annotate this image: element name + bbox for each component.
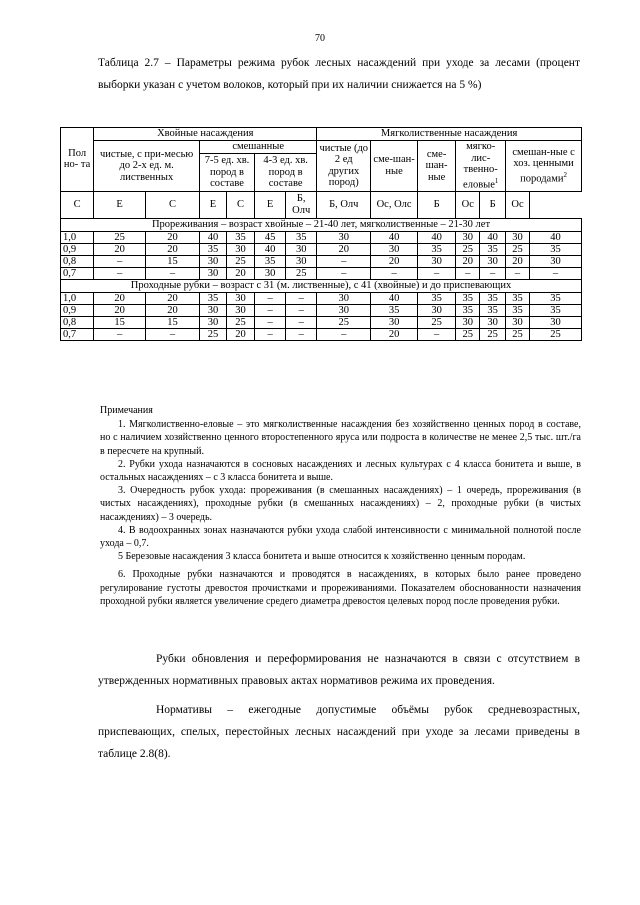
value-cell: 25 [456, 243, 480, 255]
value-cell: 25 [417, 316, 455, 328]
species-cell: С [61, 191, 94, 218]
value-cell: 35 [200, 292, 227, 304]
polnota-cell: 0,8 [61, 316, 94, 328]
value-cell: 30 [317, 304, 371, 316]
value-cell: 20 [146, 231, 200, 243]
value-cell: 30 [480, 316, 506, 328]
value-cell: 30 [200, 267, 227, 279]
value-cell: 25 [506, 328, 530, 340]
value-cell: – [506, 267, 530, 279]
header-polnota: Пол но- та [61, 128, 94, 192]
value-cell: 35 [480, 304, 506, 316]
note-item: 5 Березовые насаждения 3 класса бонитета и выше относится к хозяйственно ценным породам. [118, 551, 526, 563]
value-cell: 35 [417, 292, 455, 304]
value-cell: 15 [146, 316, 200, 328]
note-item: 4. В водоохранных зонах назначаются рубки ухода слабой интенсивности с минимальной полнотой после ухода – 0,7. [100, 524, 581, 550]
value-cell: – [417, 267, 455, 279]
note-item: 3. Очередность рубок ухода: прореживания (в смешанных насаждениях) – 1 очередь, прореживания (в чистых насаждениях), проходные рубки (в смешанных насаждениях) – 2, проходные рубки (в чистых насаждениях) – 3 очередь. [100, 485, 581, 523]
parameters-table [60, 127, 582, 341]
header-mixed-d2: сме-шан-ные [417, 141, 455, 192]
value-cell: – [417, 328, 455, 340]
value-cell: 35 [480, 292, 506, 304]
value-cell: 25 [286, 267, 317, 279]
value-cell: 20 [371, 328, 418, 340]
value-cell: 30 [456, 316, 480, 328]
value-cell: 40 [480, 231, 506, 243]
polnota-cell: 1,0 [61, 231, 94, 243]
value-cell: 25 [480, 328, 506, 340]
value-cell: 25 [200, 328, 227, 340]
header-mixed-d1: сме-шан-ные [371, 141, 418, 192]
value-cell: – [317, 328, 371, 340]
value-cell: 15 [146, 255, 200, 267]
species-cell: Е [94, 191, 146, 218]
value-cell: – [255, 328, 286, 340]
table-row [61, 267, 582, 279]
value-cell: 30 [417, 255, 455, 267]
note-item: 2. Рубки ухода назначаются в сосновых насаждениях и лесных культурах с 4 класса бонитета и выше, в остальных насаждениях – с 3 класса бонитета и выше. [100, 458, 581, 484]
value-cell: – [317, 267, 371, 279]
value-cell: 25 [227, 255, 255, 267]
species-cell: С [227, 191, 255, 218]
header-pure-conifer: чистые, с при-месью до 2-х ед. м. лиственных [94, 141, 200, 192]
value-cell: – [94, 267, 146, 279]
species-cell: Е [255, 191, 286, 218]
value-cell: 20 [371, 255, 418, 267]
value-cell: 15 [94, 316, 146, 328]
header-pure-deciduous: чистые (до 2 ед других пород) [317, 141, 371, 192]
value-cell: – [255, 316, 286, 328]
value-cell: 30 [317, 231, 371, 243]
value-cell: 35 [529, 243, 581, 255]
polnota-cell: 0,9 [61, 304, 94, 316]
polnota-cell: 0,7 [61, 267, 94, 279]
value-cell: 30 [506, 316, 530, 328]
header-deciduous-group: Мягколиственные насаждения [317, 128, 582, 141]
value-cell: – [146, 267, 200, 279]
value-cell: 40 [417, 231, 455, 243]
value-cell: – [94, 328, 146, 340]
species-cell: Б, Олч [286, 191, 317, 218]
value-cell: 30 [227, 304, 255, 316]
species-cell: Ос, Олс [371, 191, 418, 218]
value-cell: 30 [456, 231, 480, 243]
value-cell: 20 [94, 292, 146, 304]
value-cell: 35 [506, 304, 530, 316]
value-cell: 20 [146, 304, 200, 316]
value-cell: 20 [94, 304, 146, 316]
paragraph-2: Нормативы – ежегодные допустимые объёмы рубок средневозрастных, приспевающих, спелых, перестойных лесных насаждений при уходе за лесами приведены в таблице 2.8(8). [98, 704, 580, 760]
value-cell: 35 [255, 255, 286, 267]
value-cell: – [529, 267, 581, 279]
table-row [61, 255, 582, 267]
polnota-cell: 0,9 [61, 243, 94, 255]
polnota-cell: 1,0 [61, 292, 94, 304]
note-item: 1. Мягколиственно-еловые – это мягколиственные насаждения без хозяйственно ценных пород в составе, но с наличием хозяйственно ценного второстепенного яруса или подроста в количестве не менее 2,5 тыс. шт./га в пересчете на крупный. [100, 419, 581, 457]
header-mixed-43: 4-3 ед. хв. пород в составе [255, 154, 317, 191]
header-mixed-valuable: смешан-ные с хоз. ценными породами$^2$ [506, 141, 582, 192]
value-cell: 30 [286, 243, 317, 255]
value-cell: 30 [255, 267, 286, 279]
value-cell: 35 [456, 292, 480, 304]
value-cell: – [146, 328, 200, 340]
value-cell: 20 [146, 243, 200, 255]
value-cell: – [480, 267, 506, 279]
value-cell: 20 [227, 328, 255, 340]
value-cell: 30 [200, 255, 227, 267]
value-cell: 30 [371, 316, 418, 328]
table-row [61, 304, 582, 316]
polnota-cell: 0,8 [61, 255, 94, 267]
value-cell: 35 [506, 292, 530, 304]
value-cell: – [286, 328, 317, 340]
species-cell: Б, Олч [317, 191, 371, 218]
value-cell: – [286, 304, 317, 316]
value-cell: 30 [286, 255, 317, 267]
table-row [61, 328, 582, 340]
value-cell: 25 [529, 328, 581, 340]
species-cell: Ос [456, 191, 480, 218]
value-cell: – [371, 267, 418, 279]
notes-section [100, 404, 581, 608]
value-cell: 35 [529, 304, 581, 316]
value-cell: 40 [371, 292, 418, 304]
value-cell: – [317, 255, 371, 267]
table-row [61, 292, 582, 304]
value-cell: 30 [529, 255, 581, 267]
value-cell: – [255, 304, 286, 316]
paragraph-1: Рубки обновления и переформирования не назначаются в связи с отсутствием в утвержденных нормативных правовых актах нормативов режима их проведения. [98, 653, 580, 687]
value-cell: 25 [506, 243, 530, 255]
notes-title: Примечания [100, 405, 153, 416]
section-title-row [61, 279, 582, 292]
species-cell: С [146, 191, 200, 218]
value-cell: 25 [94, 231, 146, 243]
value-cell: 25 [456, 328, 480, 340]
value-cell: 40 [255, 243, 286, 255]
header-conifer-group: Хвойные насаждения [94, 128, 317, 141]
value-cell: – [255, 292, 286, 304]
value-cell: 30 [480, 255, 506, 267]
species-cell: Е [200, 191, 227, 218]
note-item: 6. Проходные рубки назначаются и проводятся в насаждениях, в которых было ранее проведено регулирование густоты древостоя прочистками и прореживаниями. Показателем обоснованности назначения проходной рубки является увеличение средего диаметра древостоя целевых пород после проведения рубки. [100, 569, 581, 607]
header-soft-spruce: мягко-лис-твенно-еловые$^1$ [456, 141, 506, 192]
value-cell: 30 [227, 292, 255, 304]
value-cell: 20 [94, 243, 146, 255]
value-cell: 40 [529, 231, 581, 243]
section-title: Прореживания – возраст хвойные – 21-40 лет, мягколиственные – 21-30 лет [61, 218, 582, 231]
value-cell: 20 [456, 255, 480, 267]
value-cell: – [286, 292, 317, 304]
header-mixed-75: 7-5 ед. хв. пород в составе [200, 154, 255, 191]
value-cell: – [456, 267, 480, 279]
species-cell: Ос [506, 191, 530, 218]
value-cell: 30 [529, 316, 581, 328]
value-cell: 20 [146, 292, 200, 304]
value-cell: 25 [317, 316, 371, 328]
value-cell: 35 [227, 231, 255, 243]
value-cell: 30 [317, 292, 371, 304]
section-title-row [61, 218, 582, 231]
value-cell: 30 [200, 304, 227, 316]
value-cell: 40 [371, 231, 418, 243]
value-cell: 35 [417, 243, 455, 255]
value-cell: 20 [506, 255, 530, 267]
value-cell: 35 [456, 304, 480, 316]
table-row [61, 316, 582, 328]
species-row [61, 191, 582, 218]
value-cell: 20 [227, 267, 255, 279]
section-title: Проходные рубки – возраст с 31 (м. лиственные), с 41 (хвойные) и до приспевающих [61, 279, 582, 292]
value-cell: 35 [529, 292, 581, 304]
value-cell: 25 [227, 316, 255, 328]
polnota-cell: 0,7 [61, 328, 94, 340]
header-mixed: смешанные [200, 141, 317, 154]
value-cell: 20 [317, 243, 371, 255]
value-cell: 35 [200, 243, 227, 255]
value-cell: 40 [200, 231, 227, 243]
value-cell: 30 [506, 231, 530, 243]
table-caption: Таблица 2.7 – Параметры режима рубок лесных насаждений при уходе за лесами (процент выборки указан с учетом волоков, который при их наличии снижается на 5 %) [98, 57, 580, 91]
value-cell: – [286, 316, 317, 328]
species-cell: Б [480, 191, 506, 218]
value-cell: 30 [227, 243, 255, 255]
species-cell: Б [417, 191, 455, 218]
value-cell: 30 [371, 243, 418, 255]
value-cell: 35 [480, 243, 506, 255]
value-cell: 35 [286, 231, 317, 243]
value-cell: – [94, 255, 146, 267]
table-row [61, 243, 582, 255]
table-row [61, 231, 582, 243]
value-cell: 35 [371, 304, 418, 316]
page-number: 70 [315, 33, 325, 44]
value-cell: 45 [255, 231, 286, 243]
value-cell: 30 [200, 316, 227, 328]
value-cell: 30 [417, 304, 455, 316]
